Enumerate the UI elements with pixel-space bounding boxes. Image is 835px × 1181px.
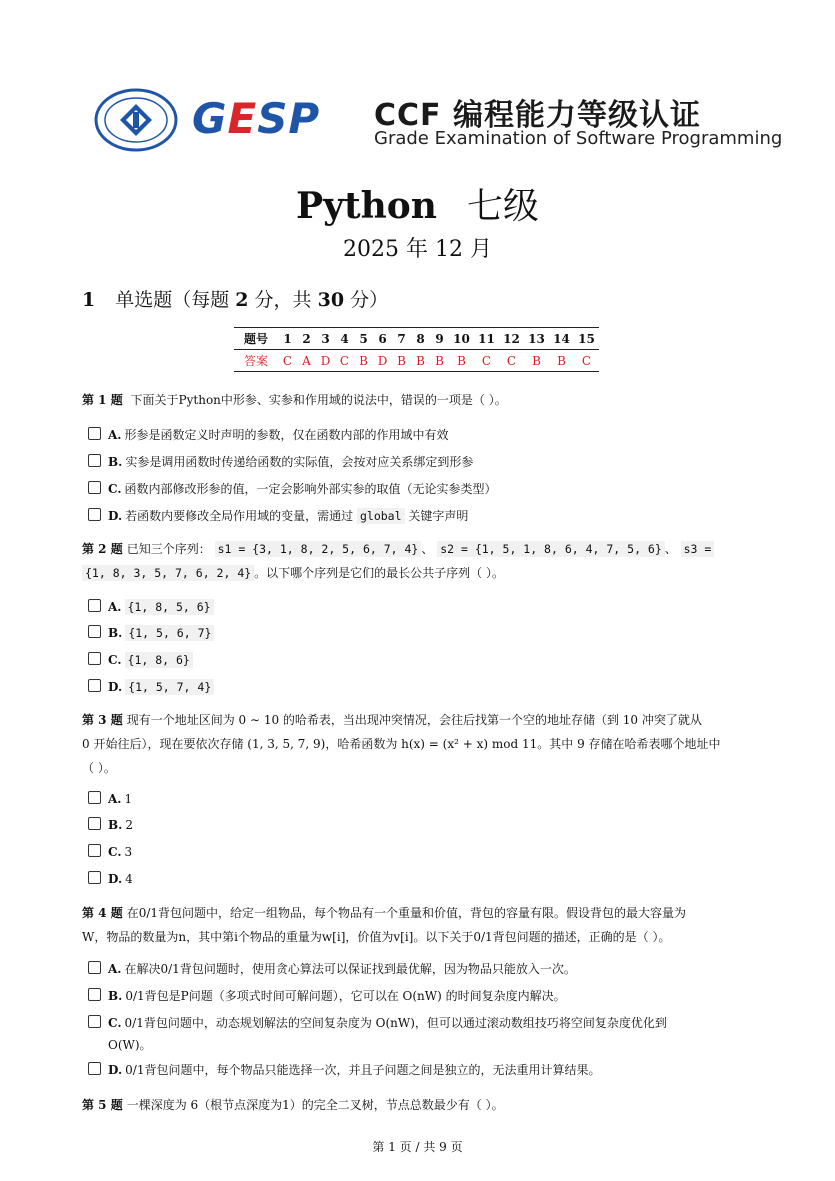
- separator: 、: [421, 542, 434, 556]
- question-number-cell: 14: [549, 328, 574, 350]
- ccf-seal-logo: [94, 88, 178, 152]
- q1-option-c[interactable]: [88, 478, 752, 500]
- checkbox-icon[interactable]: [88, 599, 101, 612]
- separator: 、: [664, 542, 677, 556]
- question-text: 下面关于Python中形参、实参和作用域的说法中，错误的一项是（ ）。: [130, 393, 507, 407]
- question-number-cell: 2: [297, 328, 316, 350]
- section-title-suffix: 分）: [344, 289, 389, 311]
- checkbox-icon[interactable]: [88, 625, 101, 638]
- exam-header: [92, 88, 783, 158]
- cert-subtitle: Grade Examination of Software Programming: [374, 128, 783, 149]
- option-letter: A.: [108, 962, 122, 976]
- section-title-mid: 分，共: [248, 289, 318, 311]
- page-footer: 第 1 页 / 共 9 页: [372, 1140, 463, 1154]
- question-number-cell: 15: [574, 328, 599, 350]
- question-4: [82, 901, 754, 949]
- question-text-line2: 0 开始往后），现在要依次存储 (1, 3, 5, 7, 9)，哈希函数为 h(x) = (x² + x) mod 11。其中 9 存储在哈希表哪个地址中: [82, 737, 721, 751]
- question-number-cell: 7: [392, 328, 411, 350]
- option-text: 形参是函数定义时声明的参数，仅在函数内部的作用域中有效: [124, 428, 449, 442]
- option-code: {1, 8, 5, 6}: [125, 599, 214, 615]
- option-text-before: 若函数内要修改全局作用域的变量，需通过: [125, 509, 357, 523]
- answer-cell: C: [335, 350, 354, 372]
- question-text-line3: （ ）。: [82, 761, 116, 775]
- question-2: [82, 537, 754, 585]
- q1-option-b[interactable]: [88, 451, 752, 473]
- answer-cell: B: [449, 350, 474, 372]
- checkbox-icon[interactable]: [88, 427, 101, 440]
- section-total: 30: [317, 289, 345, 311]
- question-text-line2: W，物品的数量为n，其中第i个物品的重量为w[i]，价值为v[i]。以下关于0/1背包问题的描述，正确的是（ ）。: [82, 930, 671, 944]
- answer-cell: B: [430, 350, 449, 372]
- answer-cell: C: [278, 350, 297, 372]
- doc-title-subject: Python: [296, 185, 437, 227]
- answer-table-answer-label: 答案: [234, 350, 278, 372]
- question-text: 已知三个序列：: [126, 542, 211, 556]
- option-letter: D.: [108, 872, 123, 886]
- checkbox-icon[interactable]: [88, 652, 101, 665]
- option-letter: C.: [108, 653, 122, 667]
- section-title-prefix: 单选题（每题: [115, 289, 236, 311]
- checkbox-icon[interactable]: [88, 679, 101, 692]
- option-text: 函数内部修改形参的值，一定会影响外部实参的取值（无论实参类型）: [124, 482, 497, 496]
- q2-option-a[interactable]: [88, 596, 752, 618]
- q3-option-c[interactable]: [88, 841, 752, 863]
- option-code: {1, 8, 6}: [125, 652, 193, 668]
- option-text-continued: O(W)。: [108, 1038, 152, 1052]
- option-code: global: [357, 508, 405, 524]
- q2-option-c[interactable]: [88, 649, 752, 671]
- checkbox-icon[interactable]: [88, 481, 101, 494]
- option-text: 0/1背包是P问题（多项式时间可解问题），它可以在 O(nW) 的时间复杂度内解决。: [125, 989, 566, 1003]
- q1-option-d[interactable]: [88, 505, 752, 527]
- checkbox-icon[interactable]: [88, 791, 101, 804]
- question-label: 第 4 题: [82, 906, 123, 920]
- question-number-cell: 3: [316, 328, 335, 350]
- section-heading: [82, 285, 388, 312]
- answer-cell: B: [392, 350, 411, 372]
- option-letter: B.: [108, 455, 123, 469]
- checkbox-icon[interactable]: [88, 817, 101, 830]
- question-text: 一棵深度为 6（根节点深度为1）的完全二叉树，节点总数最少有（ ）。: [126, 1098, 504, 1112]
- q4-option-b[interactable]: [88, 985, 752, 1007]
- q2-option-b[interactable]: [88, 622, 752, 644]
- answer-cell: B: [354, 350, 373, 372]
- answer-cell: B: [411, 350, 430, 372]
- option-text: 4: [125, 872, 133, 886]
- question-5: [82, 1093, 754, 1117]
- question-number-cell: 1: [278, 328, 297, 350]
- option-letter: B.: [108, 818, 123, 832]
- option-letter: D.: [108, 1063, 123, 1077]
- answer-cell: C: [574, 350, 599, 372]
- option-code: {1, 5, 7, 4}: [125, 679, 214, 695]
- doc-title-level: 七级: [466, 186, 539, 227]
- option-letter: B.: [108, 989, 123, 1003]
- answer-cell: B: [549, 350, 574, 372]
- question-number-cell: 12: [499, 328, 524, 350]
- question-3: [82, 708, 754, 780]
- answer-cell: D: [316, 350, 335, 372]
- option-text: 实参是调用函数时传递给函数的实际值，会按对应关系绑定到形参: [125, 455, 474, 469]
- option-letter: A.: [108, 600, 122, 614]
- checkbox-icon[interactable]: [88, 1015, 101, 1028]
- doc-date: 2025 年 12 月: [343, 237, 492, 262]
- checkbox-icon[interactable]: [88, 844, 101, 857]
- cert-title: CCF 编程能力等级认证: [374, 98, 701, 133]
- checkbox-icon[interactable]: [88, 871, 101, 884]
- answer-cell: A: [297, 350, 316, 372]
- option-code: {1, 5, 6, 7}: [125, 625, 214, 641]
- option-letter: C.: [108, 482, 122, 496]
- q2-option-d[interactable]: [88, 676, 752, 698]
- checkbox-icon[interactable]: [88, 508, 101, 521]
- sequence-s2: s2 = {1, 5, 1, 8, 6, 4, 7, 5, 6}: [437, 541, 665, 557]
- option-text: 2: [125, 818, 133, 832]
- option-letter: B.: [108, 626, 123, 640]
- checkbox-icon[interactable]: [88, 454, 101, 467]
- sequence-s3-label: s3 =: [681, 541, 715, 557]
- section-score: 2: [235, 289, 249, 311]
- option-text: 在解决0/1背包问题时，使用贪心算法可以保证找到最优解，因为物品只能放入一次。: [124, 962, 576, 976]
- option-text: 1: [124, 792, 133, 806]
- section-number: 1: [82, 289, 96, 311]
- option-letter: C.: [108, 845, 122, 859]
- answer-cell: C: [474, 350, 499, 372]
- sequence-s1: s1 = {3, 1, 8, 2, 5, 6, 7, 4}: [215, 541, 422, 557]
- doc-title: [0, 178, 835, 229]
- answer-cell: C: [499, 350, 524, 372]
- option-text: 0/1背包问题中，动态规划解法的空间复杂度为 O(nW)，但可以通过滚动数组技巧将空间复杂度优化到: [124, 1016, 667, 1030]
- answer-cell: D: [373, 350, 392, 372]
- question-label: 第 3 题: [82, 713, 123, 727]
- q3-option-a[interactable]: [88, 788, 752, 810]
- q3-option-d[interactable]: [88, 868, 752, 890]
- question-label: 第 1 题: [82, 393, 123, 407]
- question-text-end: 。以下哪个序列是它们的最长公共子序列（ ）。: [254, 566, 504, 580]
- option-text-after: 关键字声明: [404, 509, 469, 523]
- question-label: 第 5 题: [82, 1098, 123, 1112]
- q3-option-b[interactable]: [88, 814, 752, 836]
- option-letter: D.: [108, 509, 123, 523]
- option-letter: C.: [108, 1016, 122, 1030]
- question-number-cell: 4: [335, 328, 354, 350]
- option-text: 3: [124, 845, 133, 859]
- answer-cell: B: [524, 350, 549, 372]
- question-1: [82, 388, 754, 412]
- question-number-cell: 8: [411, 328, 430, 350]
- question-number-cell: 13: [524, 328, 549, 350]
- question-number-cell: 9: [430, 328, 449, 350]
- q4-option-a[interactable]: [88, 958, 752, 980]
- sequence-s3: {1, 8, 3, 5, 7, 6, 2, 4}: [82, 565, 254, 581]
- question-text-line1: 现有一个地址区间为 0 ∼ 10 的哈希表，当出现冲突情况，会往后找第一个空的地址存储（到 10 冲突了就从: [126, 713, 702, 727]
- question-number-cell: 10: [449, 328, 474, 350]
- question-number-cell: 6: [373, 328, 392, 350]
- question-number-cell: 11: [474, 328, 499, 350]
- question-text-line1: 在0/1背包问题中，给定一组物品，每个物品有一个重量和价值，背包的容量有限。假设背包的最大容量为: [126, 906, 687, 920]
- option-letter: A.: [108, 428, 122, 442]
- question-number-cell: 5: [354, 328, 373, 350]
- option-text: 0/1背包问题中，每个物品只能选择一次，并且子问题之间是独立的，无法重用计算结果。: [125, 1063, 601, 1077]
- answer-table-header-row: [234, 328, 599, 350]
- answer-table: [234, 327, 599, 372]
- checkbox-icon[interactable]: [88, 1062, 101, 1075]
- q4-option-d[interactable]: [88, 1059, 752, 1081]
- answer-table-answer-row: [234, 350, 599, 372]
- question-label: 第 2 题: [82, 542, 123, 556]
- checkbox-icon[interactable]: [88, 961, 101, 974]
- q4-option-c[interactable]: [88, 1012, 752, 1056]
- checkbox-icon[interactable]: [88, 988, 101, 1001]
- gesp-logo: GESP: [192, 94, 321, 143]
- answer-table-header-label: 题号: [234, 328, 278, 350]
- option-letter: D.: [108, 680, 123, 694]
- q1-option-a[interactable]: [88, 424, 752, 446]
- option-letter: A.: [108, 792, 122, 806]
